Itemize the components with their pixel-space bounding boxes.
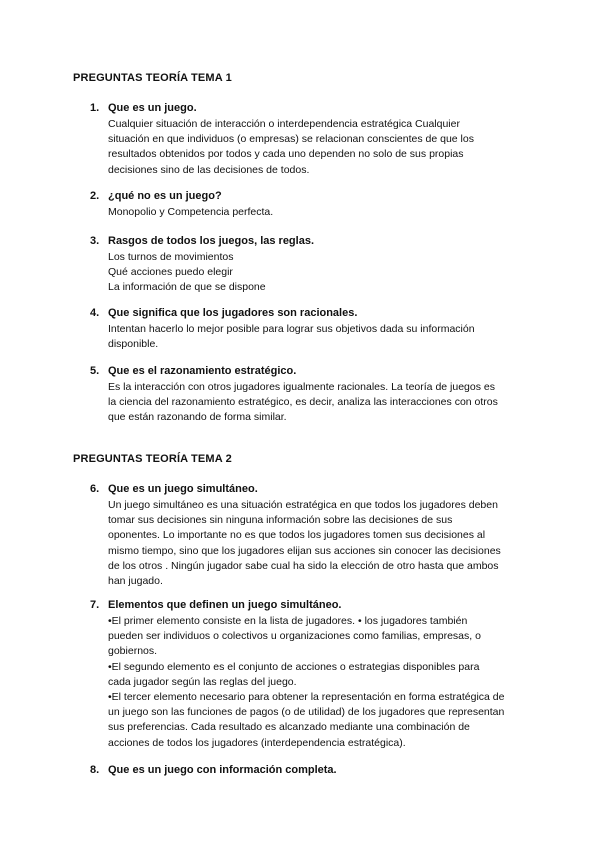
answer-text [108,498,530,589]
question-number: 1. [90,102,100,114]
answer-line: tomar sus decisiones sin ninguna información sobre las decisiones de sus [108,514,453,527]
question-heading [90,598,530,612]
question-title: Que es el razonamiento estratégico. [108,365,297,377]
answer-line: situación en que individuos (o empresas) se relacionan conscientes de que los [108,133,474,146]
answer-line: sus preferencias. Cada resultado es alcanzado mediante una combinación de [108,721,470,734]
answer-line: acciones de todos los jugadores (interdependencia estratégica). [108,736,406,749]
answer-line: la ciencia del razonamiento estratégico, es decir, analiza las interacciones con otros [108,396,498,409]
answer-line: Un juego simultáneo es una situación estratégica en que todos los jugadores deben [108,499,498,511]
answer-line: resultados obtenidos por todos y cada uno dependen no solo de sus propias [108,148,464,161]
answer-text [108,614,530,751]
answer-line: cada jugador según las reglas del juego. [108,675,297,688]
answer-line: de los otros . Ningún jugador sabe cual ha sido la elección de otro hasta que ambos [108,559,499,572]
question-title: Que es un juego con información completa. [108,764,337,776]
answer-line: Intentan hacerlo lo mejor posible para lograr sus objetivos dada su información [108,323,475,335]
question-number: 7. [90,599,100,611]
section-title-tema-1: PREGUNTAS TEORÍA TEMA 1 [73,72,232,84]
answer-line: gobiernos. [108,645,158,658]
question-number: 5. [90,365,100,377]
question-heading [90,763,530,777]
question-title: Que es un juego simultáneo. [108,483,258,495]
question-number: 2. [90,190,100,202]
question-heading [90,306,530,320]
question-title: ¿qué no es un juego? [108,190,222,202]
question-5 [90,364,530,426]
question-number: 8. [90,764,100,776]
question-heading [90,234,530,248]
question-title: Que significa que los jugadores son racionales. [108,307,358,319]
answer-line: han jugado. [108,575,163,588]
question-heading [90,189,530,203]
answer-line: Qué acciones puedo elegir [108,266,233,279]
answer-line: Es la interacción con otros jugadores igualmente racionales. La teoría de juegos es [108,381,495,393]
question-number: 6. [90,483,100,495]
question-7 [90,598,530,751]
answer-line: disponible. [108,338,159,351]
answer-line: Monopolio y Competencia perfecta. [108,206,274,218]
question-title: Elementos que definen un juego simultáneo. [108,599,342,611]
answer-line: mismo tiempo, sino que los jugadores elijan sus acciones sin conocer las decisiones [108,544,501,557]
answer-text [108,205,530,220]
question-number: 3. [90,235,100,247]
question-8 [90,763,530,777]
answer-line: •El segundo elemento es el conjunto de acciones o estrategias disponibles para [108,660,480,673]
question-title: Rasgos de todos los juegos, las reglas. [108,235,315,247]
answer-text [108,250,530,296]
question-3 [90,234,530,296]
answer-line: que están razonando de forma similar. [108,411,287,424]
answer-text [108,380,530,426]
answer-line: •El tercer elemento necesario para obtener la representación en forma estratégica de [108,691,505,704]
question-heading [90,364,530,378]
answer-line: un juego son las funciones de pagos (o de utilidad) de los jugadores que representan [108,706,505,719]
answer-text [108,322,530,352]
question-heading [90,101,530,115]
answer-line: pueden ser individuos o colectivos u organizaciones como familias, empresas, o [108,630,481,643]
answer-line: oponentes. Lo importante no es que todos los jugadores tomen sus decisiones al [108,529,486,542]
section-title-tema-2: PREGUNTAS TEORÍA TEMA 2 [73,453,232,465]
question-1 [90,101,530,178]
question-number: 4. [90,307,100,319]
question-2 [90,189,530,220]
question-title: Que es un juego. [108,102,197,114]
question-heading [90,482,530,496]
answer-line: La información de que se dispone [108,281,266,294]
question-6 [90,482,530,589]
question-4 [90,306,530,352]
answer-line: •El primer elemento consiste en la lista de jugadores. • los jugadores también [108,615,468,627]
answer-line: Cualquier situación de interacción o interdependencia estratégica Cualquier [108,118,460,130]
answer-line: decisiones sino de las decisiones de todos. [108,163,310,176]
answer-text [108,117,530,178]
answer-line: Los turnos de movimientos [108,251,234,263]
